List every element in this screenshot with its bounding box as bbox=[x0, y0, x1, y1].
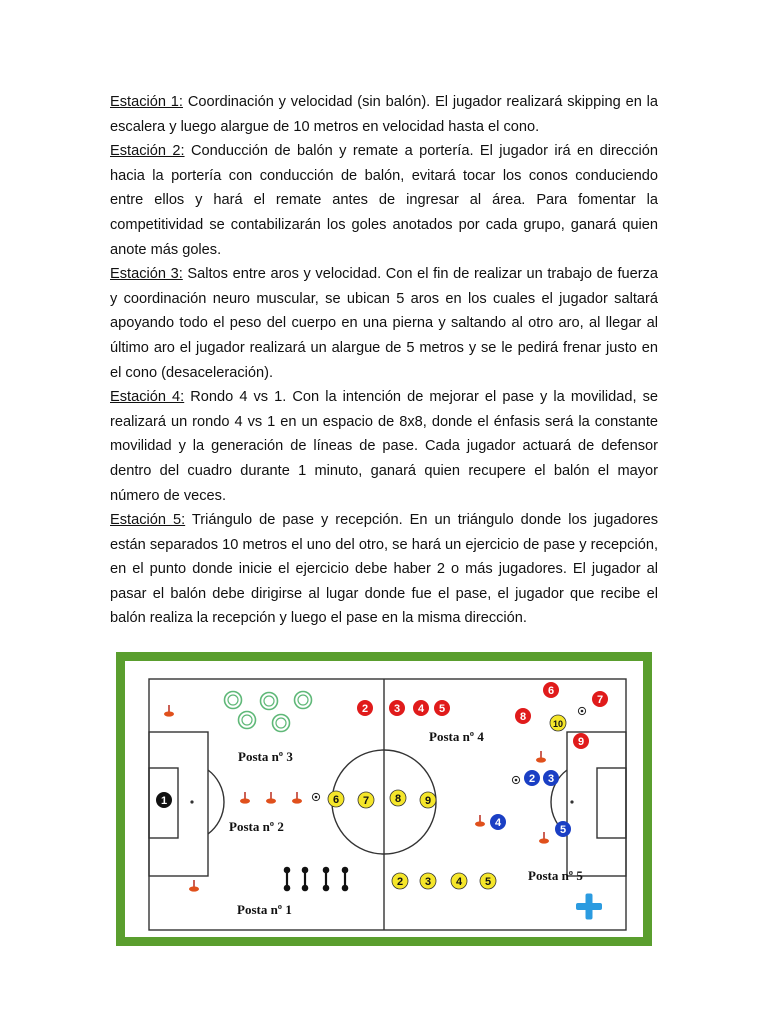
svg-text:7: 7 bbox=[596, 694, 604, 706]
yellow-player-8 bbox=[390, 790, 406, 806]
svg-text:8: 8 bbox=[394, 793, 402, 805]
svg-text:2: 2 bbox=[396, 876, 404, 888]
label-posta-5: Posta nº 5 bbox=[528, 868, 583, 883]
station-1 bbox=[110, 90, 658, 139]
station-2-title: Estación 2: bbox=[110, 143, 185, 160]
yellow-player-7 bbox=[358, 792, 374, 808]
svg-text:2: 2 bbox=[361, 703, 369, 715]
station-3-title: Estación 3: bbox=[110, 266, 183, 283]
label-posta-1: Posta nº 1 bbox=[237, 902, 292, 917]
svg-text:2: 2 bbox=[528, 773, 536, 785]
stations-text bbox=[110, 90, 658, 631]
red-player-5 bbox=[434, 700, 450, 716]
station-5-text: Triángulo de pase y recepción. En un triángulo donde los jugadores están separados 10 metros el uno del otro, se hará un ejercicio de pase y recepción, en el punto donde inicie el ejercicio debe haber 2 o más jugadores. El jugador al pasar el balón debe dirigirse al lugar donde fue el pase, el jugador que recibe el balón realiza la recepción y luego el pase en la misma dirección. bbox=[110, 512, 658, 627]
red-player-8 bbox=[515, 708, 531, 724]
station-4-text: Rondo 4 vs 1. Con la intención de mejorar el pase y la movilidad, se realizará un rondo 4 vs 1 en un espacio de 8x8, donde el énfasis será la constante movilidad y la generación de líneas de pase. Cada jugador actuará de defensor dentro del cuadro durante 1 minuto, ganará quien recupere el balón el mayor número de veces. bbox=[110, 389, 658, 504]
yellow-player-5 bbox=[480, 873, 496, 889]
station-4-title: Estación 4: bbox=[110, 389, 185, 406]
svg-text:4: 4 bbox=[417, 703, 425, 715]
player-goalkeeper bbox=[156, 792, 172, 808]
station-5-title: Estación 5: bbox=[110, 512, 186, 529]
label-posta-2: Posta nº 2 bbox=[229, 819, 284, 834]
svg-text:9: 9 bbox=[424, 795, 432, 807]
svg-text:6: 6 bbox=[547, 685, 555, 697]
svg-text:5: 5 bbox=[559, 824, 567, 836]
station-2 bbox=[110, 139, 658, 262]
yellow-player-10 bbox=[550, 715, 566, 731]
blue-player-4 bbox=[490, 814, 506, 830]
ball-posta2 bbox=[312, 793, 319, 800]
svg-text:8: 8 bbox=[519, 711, 527, 723]
svg-text:6: 6 bbox=[332, 794, 340, 806]
station-1-text: Coordinación y velocidad (sin balón). El jugador realizará skipping en la escalera y luego alargue de 10 metros en velocidad hasta el cono. bbox=[110, 94, 659, 135]
station-5 bbox=[110, 508, 658, 631]
station-1-title: Estación 1: bbox=[110, 94, 183, 110]
svg-text:10: 10 bbox=[552, 719, 564, 729]
svg-text:3: 3 bbox=[424, 876, 432, 888]
svg-text:3: 3 bbox=[547, 773, 555, 785]
svg-text:4: 4 bbox=[494, 817, 502, 829]
ball-posta4 bbox=[578, 707, 585, 714]
label-posta-3: Posta nº 3 bbox=[238, 749, 293, 764]
yellow-player-3 bbox=[420, 873, 436, 889]
ball-posta5 bbox=[512, 776, 519, 783]
station-4 bbox=[110, 385, 658, 508]
red-player-2 bbox=[357, 700, 373, 716]
training-field-diagram bbox=[116, 652, 652, 946]
blue-player-3 bbox=[543, 770, 559, 786]
yellow-player-4 bbox=[451, 873, 467, 889]
red-player-7 bbox=[592, 691, 608, 707]
yellow-player-9 bbox=[420, 792, 436, 808]
svg-text:5: 5 bbox=[438, 703, 446, 715]
svg-text:1: 1 bbox=[160, 795, 168, 807]
svg-text:5: 5 bbox=[484, 876, 492, 888]
station-3-text: Saltos entre aros y velocidad. Con el fin de realizar un trabajo de fuerza y coordinación neuro muscular, se ubican 5 aros en los cuales el jugador saltará apoyando todo el peso del cuerpo en una pierna y saltando al otro aro, al llegar al último aro el jugador realizará un alargue de 5 metros y se le pedirá frenar justo en el cono (desaceleración). bbox=[110, 266, 659, 381]
red-player-6 bbox=[543, 682, 559, 698]
blue-player-2 bbox=[524, 770, 540, 786]
label-posta-4: Posta nº 4 bbox=[429, 729, 484, 744]
blue-player-5 bbox=[555, 821, 571, 837]
svg-text:4: 4 bbox=[455, 876, 463, 888]
field-svg bbox=[116, 652, 652, 946]
yellow-player-2 bbox=[392, 873, 408, 889]
svg-text:3: 3 bbox=[393, 703, 401, 715]
svg-text:7: 7 bbox=[362, 795, 370, 807]
station-3 bbox=[110, 262, 658, 385]
station-2-text: Conducción de balón y remate a portería. El jugador irá en dirección hacia la portería con conducción de balón, evitará tocar los conos conduciendo entre ellos y hará el remate antes de ingresar al área. Para fomentar la competitividad se contabilizarán los goles anotados por cada grupo, ganará quien anote más goles. bbox=[110, 143, 658, 258]
red-player-3 bbox=[389, 700, 405, 716]
red-player-9 bbox=[573, 733, 589, 749]
svg-text:9: 9 bbox=[577, 736, 585, 748]
yellow-player-6 bbox=[328, 791, 344, 807]
red-player-4 bbox=[413, 700, 429, 716]
